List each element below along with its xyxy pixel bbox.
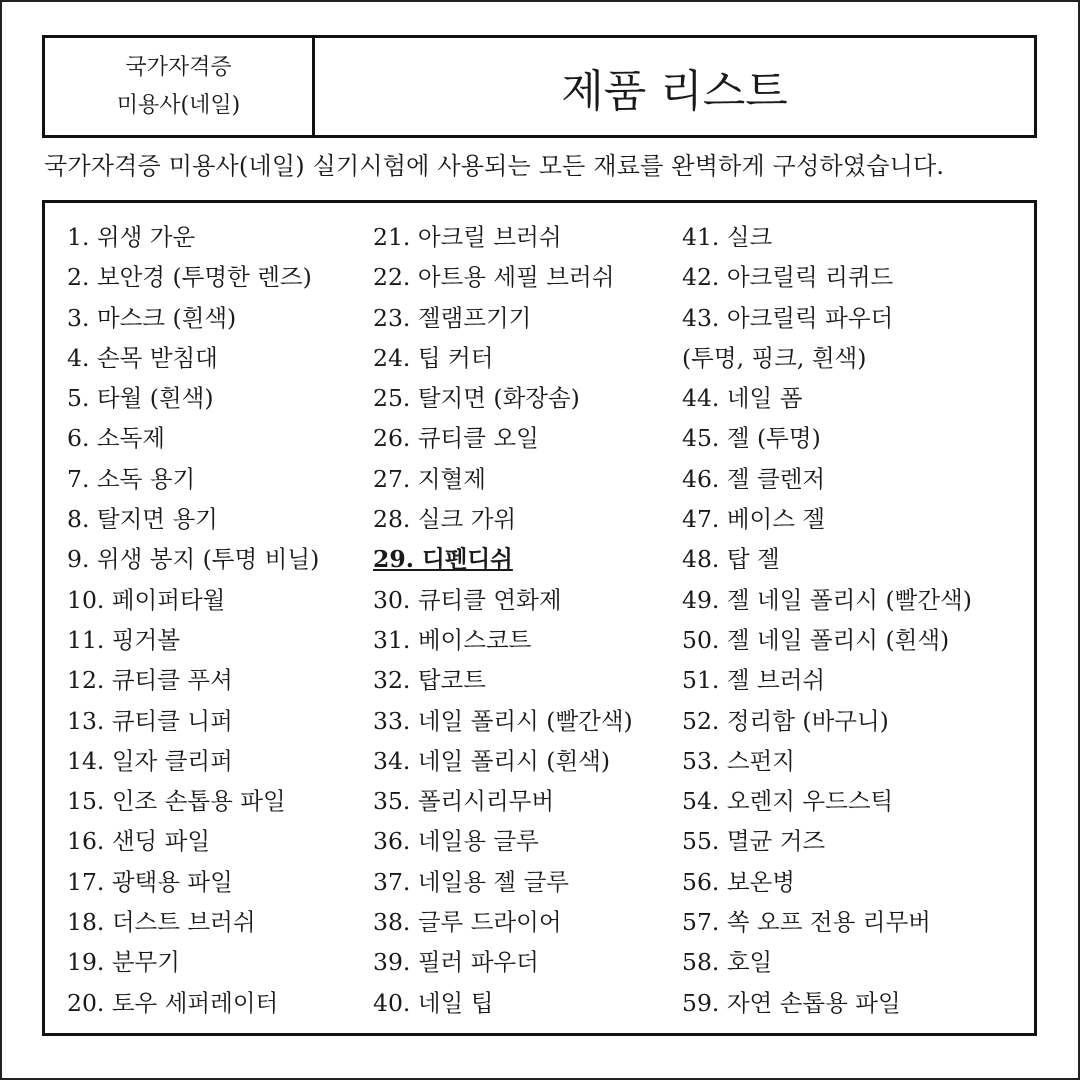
list-item: 29. 디펜디쉬: [373, 545, 513, 574]
list-item: 9. 위생 봉지 (투명 비닐): [67, 545, 320, 574]
subtitle: 국가자격증 미용사(네일) 실기시험에 사용되는 모든 재료를 완벽하게 구성하였습니다.: [44, 152, 945, 180]
list-item: 16. 샌딩 파일: [67, 827, 211, 856]
list-item: 32. 탑코트: [373, 666, 486, 695]
list-item: 1. 위생 가운: [67, 223, 196, 251]
list-item: 6. 소독제: [67, 424, 165, 453]
list-item: 24. 팁 커터: [373, 343, 494, 372]
list-item: 53. 스펀지: [682, 746, 795, 775]
list-item: (투명, 핑크, 흰색): [682, 343, 867, 372]
list-item: 3. 마스크 (흰색): [67, 303, 237, 332]
list-item: 33. 네일 폴리시 (빨간색): [373, 706, 633, 735]
list-item: 58. 호일: [682, 948, 773, 977]
list-item: 52. 정리함 (바구니): [682, 706, 889, 735]
list-item: 54. 오렌지 우드스틱: [682, 787, 894, 816]
list-item: 39. 필러 파우더: [373, 948, 539, 977]
list-item: 30. 큐티클 연화제: [373, 585, 562, 614]
list-item: 26. 큐티클 오일: [373, 424, 539, 453]
list-item: 38. 글루 드라이어: [373, 908, 562, 937]
list-item: 27. 지혈제: [373, 464, 486, 493]
list-item: 12. 큐티클 푸셔: [67, 666, 233, 695]
page-title: 제품 리스트: [561, 65, 788, 117]
list-item: 45. 젤 (투명): [682, 424, 821, 453]
list-item: 28. 실크 가위: [373, 505, 517, 534]
list-item: 40. 네일 팁: [373, 988, 494, 1017]
list-item: 36. 네일용 글루: [373, 827, 539, 856]
list-item: 49. 젤 네일 폴리시 (빨간색): [682, 585, 972, 614]
list-item: 11. 핑거볼: [67, 625, 180, 654]
header-box: [42, 35, 1037, 138]
list-item: 10. 페이퍼타월: [67, 585, 226, 614]
list-item: 47. 베이스 젤: [682, 505, 826, 534]
list-item: 4. 손목 받침대: [67, 343, 218, 372]
list-item: 8. 탈지면 용기: [67, 505, 218, 534]
list-item: 5. 타월 (흰색): [67, 384, 214, 413]
product-list-column-1: [67, 217, 319, 1023]
list-item: 55. 멸균 거즈: [682, 827, 826, 856]
certification-label-line2: 미용사(네일): [116, 92, 241, 118]
list-item: 46. 젤 클렌저: [682, 464, 826, 493]
list-item: 57. 쏙 오프 전용 리무버: [682, 908, 931, 937]
list-item: 23. 젤램프기기: [373, 303, 532, 332]
list-item: 18. 더스트 브러쉬: [67, 908, 256, 937]
list-item: 19. 분무기: [67, 948, 180, 977]
list-item: 37. 네일용 젤 글루: [373, 867, 569, 896]
certification-label: [45, 38, 315, 135]
list-item: 17. 광택용 파일: [67, 867, 233, 896]
list-item: 50. 젤 네일 폴리시 (흰색): [682, 625, 950, 654]
list-item: 13. 큐티클 니퍼: [67, 706, 233, 735]
product-list-column-2: [373, 217, 633, 1023]
product-list-column-3: [682, 217, 972, 1023]
list-item: 48. 탑 젤: [682, 545, 780, 574]
list-item: 51. 젤 브러쉬: [682, 666, 826, 695]
list-item: 14. 일자 클리퍼: [67, 746, 233, 775]
list-item: 25. 탈지면 (화장솜): [373, 384, 580, 413]
list-item: 20. 토우 세퍼레이터: [67, 988, 279, 1017]
list-item: 35. 폴리시리무버: [373, 787, 555, 816]
list-item: 22. 아트용 세필 브러쉬: [373, 263, 615, 292]
list-item: 41. 실크: [682, 223, 773, 251]
product-list-box: [42, 200, 1037, 1036]
list-item: 43. 아크릴릭 파우더: [682, 303, 894, 332]
list-item: 56. 보온병: [682, 867, 795, 896]
list-item: 34. 네일 폴리시 (흰색): [373, 746, 611, 775]
list-item: 2. 보안경 (투명한 렌즈): [67, 263, 312, 292]
certification-label-line1: 국가자격증: [125, 54, 232, 80]
list-item: 44. 네일 폼: [682, 384, 803, 413]
list-item: 59. 자연 손톱용 파일: [682, 988, 901, 1017]
list-item: 7. 소독 용기: [67, 464, 196, 493]
list-item: 42. 아크릴릭 리퀴드: [682, 263, 894, 292]
list-item: 31. 베이스코트: [373, 625, 532, 654]
list-item: 15. 인조 손톱용 파일: [67, 787, 286, 816]
list-item: 21. 아크릴 브러쉬: [373, 223, 562, 251]
